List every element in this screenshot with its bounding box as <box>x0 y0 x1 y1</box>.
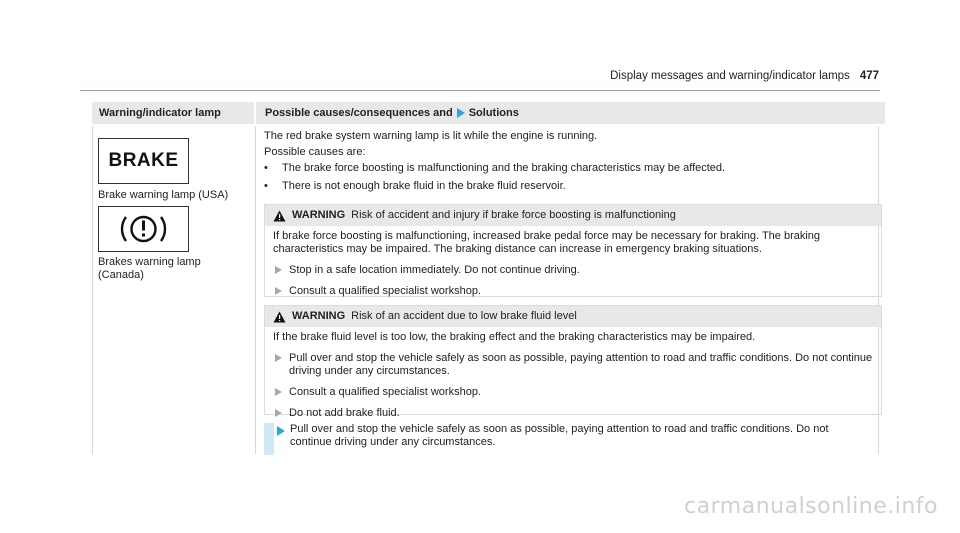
solutions-arrow-icon <box>457 108 465 118</box>
warning-label: WARNING <box>292 310 346 322</box>
solution-step: Consult a qualified specialist workshop. <box>273 285 873 298</box>
brake-lamp-text: BRAKE <box>108 150 179 171</box>
warning-header <box>265 205 881 226</box>
step-arrow-icon <box>275 266 282 274</box>
warning-description: If brake force boosting is malfunctioning, increased brake pedal force may be necessary for braking. The braking characteristics may be impaired. The braking distance can increase in emergency braking situations. <box>273 230 821 255</box>
brake-lamp-icon <box>98 138 189 184</box>
warning-box-brake-boost <box>264 204 882 297</box>
final-step-arrow-icon <box>277 426 285 436</box>
final-step-bar <box>264 423 274 455</box>
page-header <box>610 70 879 82</box>
bullet-dot-icon: • <box>264 180 268 192</box>
watermark: carmanualsonline.info <box>684 494 938 519</box>
column-header-solutions-label: Solutions <box>468 107 519 119</box>
warning-title: Risk of accident and injury if brake force boosting is malfunctioning <box>351 209 676 221</box>
header-divider <box>80 90 880 91</box>
column-header-causes <box>256 102 885 124</box>
bullet-dot-icon: • <box>264 162 268 174</box>
step-arrow-icon <box>275 354 282 362</box>
warning-box-brake-fluid <box>264 305 882 419</box>
warning-label: WARNING <box>292 209 346 221</box>
page-number: 477 <box>859 70 879 82</box>
solution-step: Stop in a safe location immediately. Do not continue driving. <box>273 264 873 277</box>
warning-description: If the brake fluid level is too low, the braking effect and the braking characteristics may be impaired. <box>273 331 756 343</box>
final-step-text: Pull over and stop the vehicle safely as soon as possible, paying attention to road and traffic conditions. Do not continue driving under any circumstances. <box>290 423 829 448</box>
warning-body <box>265 327 881 428</box>
intro-line-1: The red brake system warning lamp is lit while the engine is running. <box>264 130 598 142</box>
column-header-causes-label: Possible causes/consequences and <box>265 107 453 119</box>
step-arrow-icon <box>275 409 282 417</box>
step-arrow-icon <box>275 388 282 396</box>
step-arrow-icon <box>275 287 282 295</box>
intro-line-2: Possible causes are: <box>264 146 366 158</box>
brake-warning-circle-icon <box>98 206 189 252</box>
solution-step: Consult a qualified specialist workshop. <box>273 386 873 399</box>
warning-triangle-icon <box>273 210 286 222</box>
solution-step: Pull over and stop the vehicle safely as soon as possible, paying attention to road and traffic conditions. Do not continue driving under any circumstances. <box>273 352 873 378</box>
canada-lamp-label: Brakes warning lamp (Canada) <box>98 256 201 281</box>
warning-body <box>265 226 881 306</box>
warning-triangle-icon <box>273 311 286 323</box>
column-header-lamp: Warning/indicator lamp <box>92 102 254 124</box>
solution-step: Do not add brake fluid. <box>273 407 873 420</box>
brake-lamp-label: Brake warning lamp (USA) <box>98 189 229 201</box>
warning-header <box>265 306 881 327</box>
lamp-column <box>92 126 256 454</box>
warning-title: Risk of an accident due to low brake fluid level <box>351 310 577 322</box>
section-title: Display messages and warning/indicator lamps <box>610 70 850 82</box>
